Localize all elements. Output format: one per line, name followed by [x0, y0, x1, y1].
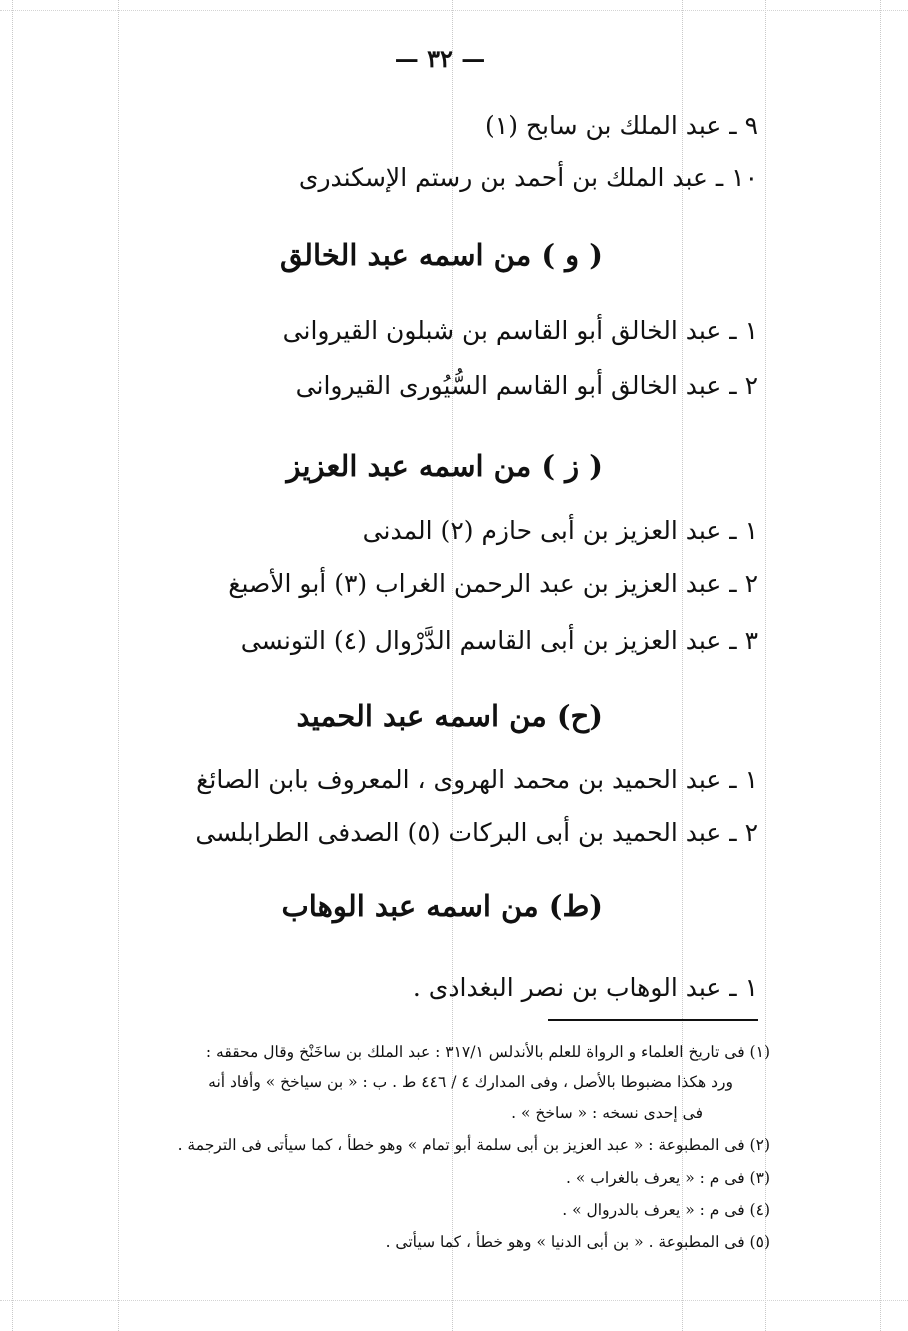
footnote: فى إحدى نسخه : « ساخخ » .	[511, 1104, 703, 1122]
entry-line: ١ ـ عبد الحميد بن محمد الهروى ، المعروف بابن الصائغ	[196, 765, 758, 794]
scan-guide	[0, 10, 908, 11]
entry-line: ٢ ـ عبد العزيز بن عبد الرحمن الغراب (٣) أبو الأصبغ	[228, 569, 758, 598]
entry-line: ١٠ ـ عبد الملك بن أحمد بن رستم الإسكندرى	[298, 163, 758, 192]
scan-guide	[12, 0, 13, 1331]
page-number: — ٣٢ —	[394, 44, 486, 73]
footnote: (٥) فى المطبوعة . « بن أبى الدنيا » وهو خطأ ، كما سيأتى .	[385, 1233, 770, 1251]
entry-line: ١ ـ عبد الوهاب بن نصر البغدادى .	[412, 973, 758, 1002]
entry-line: ٢ ـ عبد الخالق أبو القاسم السُّيُورى القيروانى	[295, 371, 758, 400]
section-heading: ( ز ) من اسمه عبد العزيز	[286, 449, 603, 483]
entry-line: ١ ـ عبد العزيز بن أبى حازم (٢) المدنى	[362, 516, 758, 545]
footnote: (٢) فى المطبوعة : « عبد العزيز بن أبى سلمة أبو تمام » وهو خطأ ، كما سيأتى فى الترجمة .	[177, 1136, 770, 1154]
scan-guide	[682, 0, 683, 1331]
scan-guide	[880, 0, 881, 1331]
section-heading: (ح) من اسمه عبد الحميد	[296, 699, 603, 733]
scan-guide	[118, 0, 119, 1331]
entry-line: ٣ ـ عبد العزيز بن أبى القاسم الدَّرْوال (٤) التونسى	[240, 626, 758, 655]
section-heading: ( و ) من اسمه عبد الخالق	[279, 238, 603, 272]
entry-line: ١ ـ عبد الخالق أبو القاسم بن شبلون القيروانى	[282, 316, 758, 345]
scan-guide	[765, 0, 766, 1331]
footnote: (١) فى تاريخ العلماء و الرواة للعلم بالأندلس ٣١٧/١ : عبد الملك بن ساخَنْخ وقال محققه :	[205, 1043, 770, 1061]
entry-line: ٢ ـ عبد الحميد بن أبى البركات (٥) الصدفى الطرابلسى	[195, 818, 758, 847]
scan-guide	[452, 0, 453, 1331]
footnote: (٣) فى م : « يعرف بالغراب » .	[566, 1169, 770, 1187]
footnote-separator	[548, 1019, 758, 1021]
entry-line: ٩ ـ عبد الملك بن سابح (١)	[485, 111, 758, 140]
section-heading: (ط) من اسمه عبد الوهاب	[281, 889, 603, 923]
footnote: ورد هكذا مضبوطا بالأصل ، وفى المدارك ٤ / ٤٤٦ ط . ب : « بن سياخخ » وأفاد أنه	[208, 1073, 733, 1091]
scan-guide	[0, 1300, 908, 1301]
footnote: (٤) فى م : « يعرف بالدروال » .	[562, 1201, 770, 1219]
